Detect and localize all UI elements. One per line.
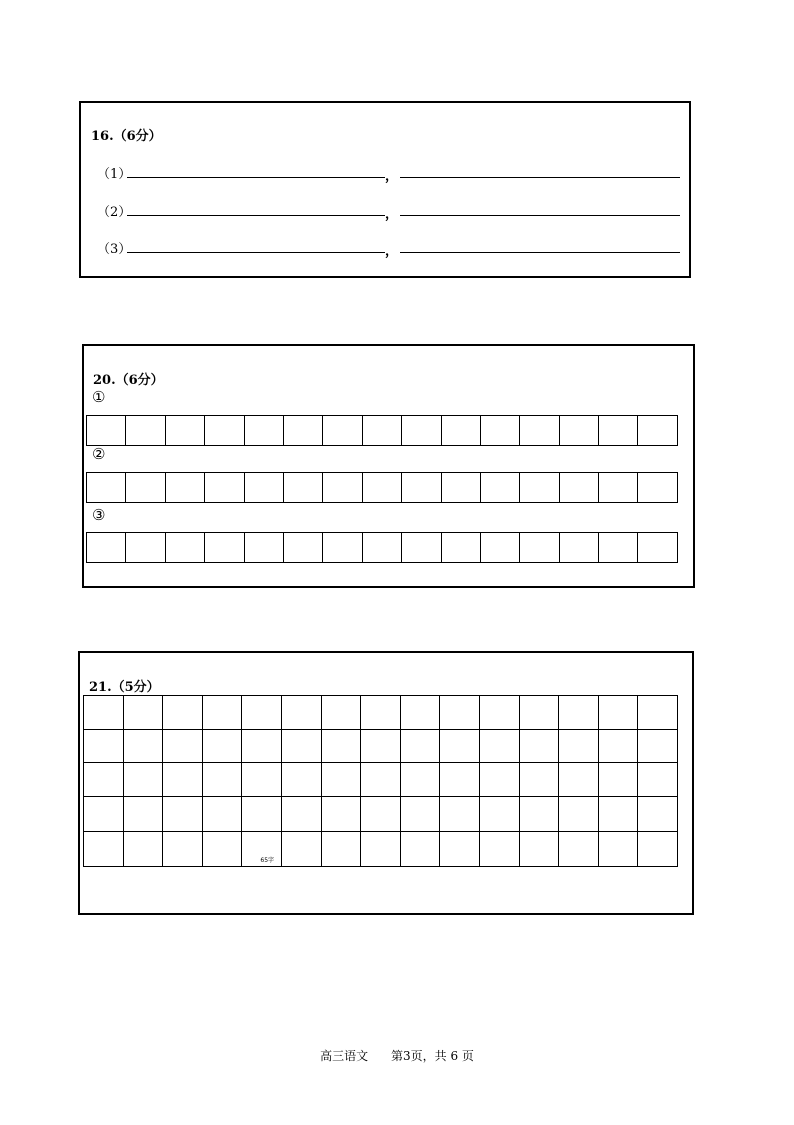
q20-grid-2-cell[interactable] <box>126 473 165 503</box>
q21-grid-cell[interactable] <box>163 730 203 763</box>
q21-grid-cell[interactable] <box>84 696 124 730</box>
q21-grid-cell[interactable] <box>440 797 480 832</box>
q21-grid-cell[interactable] <box>84 797 124 832</box>
q21-grid-cell[interactable] <box>440 696 480 730</box>
q21-grid-cell[interactable] <box>202 832 242 867</box>
q20-grid-3 <box>86 532 678 563</box>
q21-grid-cell[interactable] <box>242 730 282 763</box>
q21-grid-cell[interactable] <box>598 730 638 763</box>
q20-grid-3-cell[interactable] <box>638 533 677 563</box>
q20-title: 20.（6分） <box>93 373 164 388</box>
q20-grid-3-cell[interactable] <box>559 533 598 563</box>
q21-grid-cell[interactable] <box>559 730 599 763</box>
q21-grid-cell[interactable] <box>638 763 678 797</box>
q21-grid-cell[interactable] <box>163 797 203 832</box>
q21-grid-cell[interactable] <box>281 763 321 797</box>
q16-comma: ， <box>385 244 399 259</box>
q21-grid-cell[interactable] <box>361 696 401 730</box>
q20-grid-1-cell[interactable] <box>402 416 441 446</box>
q20-grid-2-cell[interactable] <box>441 473 480 503</box>
q20-grid-1-cell[interactable] <box>559 416 598 446</box>
q21-grid-cell[interactable] <box>479 832 519 867</box>
q21-grid-cell[interactable] <box>400 696 440 730</box>
q21-grid-cell[interactable] <box>123 797 163 832</box>
q20-marker-2: ② <box>92 445 106 463</box>
q20-grid-2-cell[interactable] <box>559 473 598 503</box>
q21-grid-cell[interactable] <box>361 730 401 763</box>
q21-grid-cell[interactable] <box>321 763 361 797</box>
q20-grid-2-cell[interactable] <box>323 473 362 503</box>
q20-grid-1-cell[interactable] <box>599 416 638 446</box>
q21-grid-cell[interactable] <box>598 832 638 867</box>
q16-answer-line-3b[interactable] <box>400 252 680 253</box>
q20-grid-3-cell[interactable] <box>480 533 519 563</box>
q21-grid-cell[interactable] <box>84 832 124 867</box>
q20-grid-3-cell[interactable] <box>283 533 322 563</box>
q21-grid-cell[interactable] <box>321 832 361 867</box>
q21-grid-cell[interactable] <box>242 696 282 730</box>
q21-grid-cell[interactable] <box>638 696 678 730</box>
q20-grid-2-cell[interactable] <box>87 473 126 503</box>
q20-grid-2-cell[interactable] <box>402 473 441 503</box>
q21-grid-row <box>84 832 678 867</box>
q21-grid-cell[interactable] <box>638 730 678 763</box>
q21-grid-cell[interactable] <box>123 730 163 763</box>
footer-page-number: 第3页，共 6 页 <box>391 1049 474 1063</box>
q21-grid-row <box>84 797 678 832</box>
q21-grid-cell[interactable] <box>123 763 163 797</box>
q16-row-label: （3） <box>97 242 132 257</box>
q20-grid-1-cell[interactable] <box>283 416 322 446</box>
q20-grid-1-cell[interactable] <box>362 416 401 446</box>
q20-grid-3-cell[interactable] <box>402 533 441 563</box>
q21-grid-cell[interactable] <box>84 763 124 797</box>
q21-grid-cell[interactable] <box>281 730 321 763</box>
q21-grid-cell[interactable] <box>321 797 361 832</box>
q21-grid-cell[interactable] <box>400 730 440 763</box>
q16-comma: ， <box>385 207 399 222</box>
q21-grid-cell[interactable] <box>202 797 242 832</box>
q16-row-label: （2） <box>97 205 132 220</box>
q21-grid-cell[interactable] <box>519 763 559 797</box>
q21-grid-cell[interactable] <box>361 797 401 832</box>
q21-grid-cell[interactable] <box>163 832 203 867</box>
q21-grid-cell[interactable] <box>321 730 361 763</box>
q20-grid-1-cell[interactable] <box>244 416 283 446</box>
q21-grid-cell[interactable] <box>400 763 440 797</box>
q21-title: 21.（5分） <box>89 680 160 695</box>
q16-answer-line-1a[interactable] <box>127 177 385 178</box>
q21-box <box>78 651 694 915</box>
q20-grid-1-cell[interactable] <box>480 416 519 446</box>
q21-grid-cell[interactable] <box>479 797 519 832</box>
q21-grid-cell[interactable] <box>559 696 599 730</box>
q20-grid-1-cell[interactable] <box>520 416 559 446</box>
q16-answer-line-3a[interactable] <box>127 252 385 253</box>
q20-grid-2-cell[interactable] <box>520 473 559 503</box>
q20-grid-3-cell[interactable] <box>520 533 559 563</box>
q20-grid-2 <box>86 472 678 503</box>
q21-grid-cell[interactable] <box>440 832 480 867</box>
q21-grid-cell[interactable] <box>281 696 321 730</box>
q21-grid-cell[interactable] <box>440 730 480 763</box>
q21-grid-cell[interactable] <box>123 696 163 730</box>
q20-grid-2-cell[interactable] <box>165 473 204 503</box>
q21-grid-cell[interactable] <box>361 832 401 867</box>
q20-grid-3-cell[interactable] <box>126 533 165 563</box>
q21-grid-cell[interactable] <box>598 696 638 730</box>
q20-box <box>82 344 695 588</box>
q21-grid-cell[interactable] <box>559 832 599 867</box>
q20-grid-2-cell[interactable] <box>244 473 283 503</box>
q21-grid-cell[interactable] <box>242 832 282 867</box>
q20-marker-3: ③ <box>92 506 106 524</box>
q21-grid-cell[interactable] <box>598 797 638 832</box>
q21-grid-cell[interactable] <box>321 696 361 730</box>
q20-grid-1-cell[interactable] <box>323 416 362 446</box>
q16-answer-line-2a[interactable] <box>127 215 385 216</box>
q20-grid-1-cell[interactable] <box>638 416 677 446</box>
q20-grid-1-cell[interactable] <box>87 416 126 446</box>
q16-row-2 <box>81 201 689 221</box>
q21-grid-row <box>84 730 678 763</box>
q20-grid-3-cell[interactable] <box>441 533 480 563</box>
q20-grid-2-cell[interactable] <box>480 473 519 503</box>
page-footer <box>0 1047 794 1064</box>
q21-grid-cell[interactable] <box>519 797 559 832</box>
q20-grid-2-cell[interactable] <box>638 473 677 503</box>
q21-grid-cell[interactable] <box>559 797 599 832</box>
q20-grid-2-cell[interactable] <box>205 473 244 503</box>
q20-grid-3-cell[interactable] <box>205 533 244 563</box>
q20-grid-2-cell[interactable] <box>362 473 401 503</box>
q21-grid-cell[interactable] <box>519 832 559 867</box>
q21-grid-cell[interactable] <box>163 763 203 797</box>
q20-grid-3-cell[interactable] <box>323 533 362 563</box>
q20-grid-1 <box>86 415 678 446</box>
q20-grid-3-cell[interactable] <box>165 533 204 563</box>
q21-grid-cell[interactable] <box>242 763 282 797</box>
q20-grid-1-row <box>87 416 678 446</box>
q21-grid-cell[interactable] <box>281 832 321 867</box>
q16-box <box>79 101 691 278</box>
q21-grid-cell[interactable] <box>638 832 678 867</box>
q21-grid-cell[interactable] <box>479 730 519 763</box>
q21-grid-cell[interactable] <box>242 797 282 832</box>
q21-grid-cell[interactable] <box>202 763 242 797</box>
q20-grid-2-row <box>87 473 678 503</box>
q21-grid-cell[interactable] <box>598 763 638 797</box>
word-count-marker: 65字 <box>260 857 275 864</box>
q16-row-1 <box>81 163 689 183</box>
q21-grid-cell[interactable] <box>479 763 519 797</box>
q21-grid-cell[interactable] <box>281 797 321 832</box>
q16-title: 16.（6分） <box>91 129 162 144</box>
q21-grid-cell[interactable] <box>638 797 678 832</box>
q21-grid-cell[interactable] <box>202 696 242 730</box>
q20-grid-3-cell[interactable] <box>244 533 283 563</box>
q20-grid-1-cell[interactable] <box>205 416 244 446</box>
q21-grid-cell[interactable] <box>202 730 242 763</box>
q20-grid-2-cell[interactable] <box>283 473 322 503</box>
q20-grid-3-row <box>87 533 678 563</box>
q21-grid-row <box>84 696 678 730</box>
q20-grid-3-cell[interactable] <box>87 533 126 563</box>
q21-grid-cell[interactable] <box>361 763 401 797</box>
q21-grid-cell[interactable] <box>559 763 599 797</box>
q21-grid <box>83 695 678 867</box>
q20-grid-3-cell[interactable] <box>599 533 638 563</box>
q21-grid-cell[interactable] <box>400 797 440 832</box>
q20-grid-2-cell[interactable] <box>599 473 638 503</box>
q21-grid-cell[interactable] <box>400 832 440 867</box>
q21-grid-cell[interactable] <box>519 730 559 763</box>
q21-grid-cell[interactable] <box>84 730 124 763</box>
q21-grid-cell[interactable] <box>123 832 163 867</box>
q16-row-label: （1） <box>97 167 132 182</box>
q16-comma: ， <box>385 169 399 184</box>
q20-grid-3-cell[interactable] <box>362 533 401 563</box>
q16-answer-line-1b[interactable] <box>400 177 680 178</box>
q20-grid-1-cell[interactable] <box>165 416 204 446</box>
q21-grid-cell[interactable] <box>163 696 203 730</box>
q20-marker-1: ① <box>92 388 106 406</box>
q21-grid-row <box>84 763 678 797</box>
q21-grid-cell[interactable] <box>479 696 519 730</box>
q20-grid-1-cell[interactable] <box>126 416 165 446</box>
q20-grid-1-cell[interactable] <box>441 416 480 446</box>
q21-grid-cell[interactable] <box>519 696 559 730</box>
q16-row-3 <box>81 238 689 258</box>
q16-answer-line-2b[interactable] <box>400 215 680 216</box>
footer-subject: 高三语文 <box>320 1049 369 1063</box>
q21-grid-cell[interactable] <box>440 763 480 797</box>
